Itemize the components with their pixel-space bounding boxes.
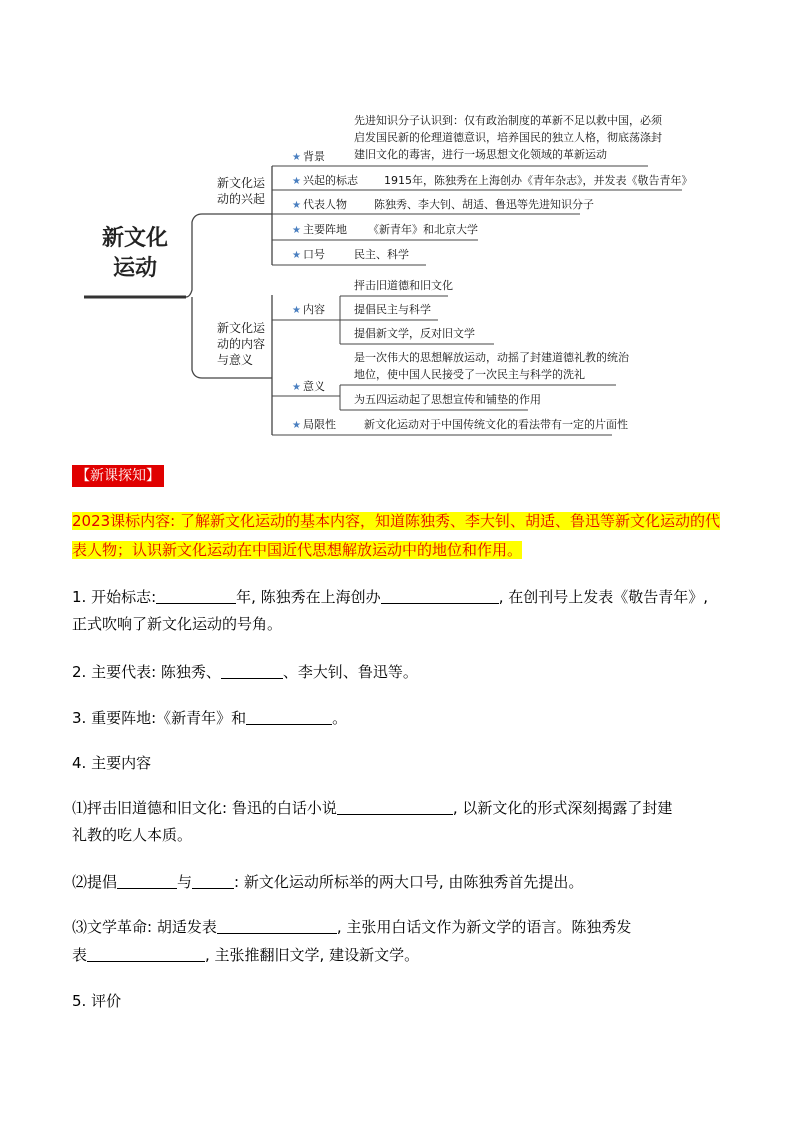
section-tag: 【新课探知】: [72, 465, 164, 487]
question-4-3-cont: 表 , 主张推翻旧文学, 建设新文学。: [72, 946, 420, 964]
question-4-3: ⑶文学革命: 胡适发表 , 主张用白话文作为新文学的语言。陈独秀发: [72, 918, 632, 936]
blank-novel[interactable]: [337, 800, 453, 815]
question-1-cont: 正式吹响了新文化运动的号角。: [72, 615, 283, 633]
significance-line: 地位，使中国人民接受了一次民主与科学的洗礼: [354, 368, 585, 381]
branch-content-significance: 新文化运 动的内容 与意义: [217, 321, 266, 367]
limitation-text: 新文化运动对于中国传统文化的看法带有一定的片面性: [364, 418, 628, 431]
question-3: 3. 重要阵地:《新青年》和 。: [72, 709, 348, 727]
label-slogan: ★ 口号: [292, 248, 325, 261]
star-icon: ★: [292, 225, 301, 236]
content-item: 提倡新文学，反对旧文学: [354, 327, 475, 340]
label-rise-mark: ★ 兴起的标志: [292, 174, 358, 187]
label-front: ★ 主要阵地: [292, 223, 347, 236]
star-icon: ★: [292, 152, 301, 163]
label-background: ★ 背景: [292, 150, 325, 163]
blank-magazine[interactable]: [381, 589, 499, 604]
curriculum-standard: 2023课标内容: 了解新文化运动的基本内容，知道陈独秀、李大钊、胡适、鲁迅等新文化运动的代表人物；认识新文化运动在中国近代思想解放运动中的地位和作用。: [72, 512, 720, 559]
blank-hushi-article[interactable]: [217, 919, 337, 934]
significance-line: 是一次伟大的思想解放运动，动摇了封建道德礼教的统治: [354, 351, 629, 364]
background-line: 启发国民新的伦理道德意识，培养国民的独立人格，彻底荡涤封: [354, 131, 662, 144]
content-item: 抨击旧道德和旧文化: [354, 279, 453, 292]
blank-slogan-2[interactable]: [192, 874, 234, 889]
mind-map: [0, 0, 794, 450]
blank-chen-article[interactable]: [87, 947, 205, 962]
slogan-text: 民主、科学: [354, 248, 409, 261]
star-icon: ★: [292, 382, 301, 393]
label-significance: ★ 意义: [292, 380, 325, 393]
question-1: 1. 开始标志: 年, 陈独秀在上海创办 , 在创刊号上发表《敬告青年》,: [72, 588, 708, 606]
background-line: 建旧文化的毒害，进行一场思想文化领域的革新运动: [354, 148, 607, 161]
front-text: 《新青年》和北京大学: [368, 223, 478, 236]
star-icon: ★: [292, 250, 301, 261]
question-4-1-cont: 礼教的吃人本质。: [72, 826, 193, 844]
rise-mark-text: 1915年，陈独秀在上海创办《青年杂志》，并发表《敬告青年》: [384, 174, 693, 187]
question-4-2: ⑵提倡 与 : 新文化运动所标举的两大口号, 由陈独秀首先提出。: [72, 873, 584, 891]
branch-rise: 新文化运 动的兴起: [217, 176, 266, 206]
blank-year[interactable]: [156, 589, 236, 604]
representatives-text: 陈独秀、李大钊、胡适、鲁迅等先进知识分子: [374, 198, 594, 211]
background-line: 先进知识分子认识到：仅有政治制度的革新不足以救中国，必须: [354, 114, 662, 127]
label-representatives: ★ 代表人物: [292, 198, 347, 211]
question-4-1: ⑴抨击旧道德和旧文化: 鲁迅的白话小说 , 以新文化的形式深刻揭露了封建: [72, 799, 673, 817]
blank-representative[interactable]: [221, 664, 283, 679]
content-item: 提倡民主与科学: [354, 303, 431, 316]
question-2: 2. 主要代表: 陈独秀、 、李大钊、鲁迅等。: [72, 663, 418, 681]
significance-line: 为五四运动起了思想宣传和铺垫的作用: [354, 393, 541, 406]
label-content: ★ 内容: [292, 303, 325, 316]
root-node: 新文化运动: [101, 226, 168, 281]
question-4: 4. 主要内容: [72, 754, 152, 772]
blank-front[interactable]: [246, 710, 332, 725]
label-limitation: ★ 局限性: [292, 418, 336, 431]
star-icon: ★: [292, 305, 301, 316]
star-icon: ★: [292, 200, 301, 211]
star-icon: ★: [292, 420, 301, 431]
question-5: 5. 评价: [72, 992, 122, 1010]
star-icon: ★: [292, 176, 301, 187]
blank-slogan-1[interactable]: [117, 874, 177, 889]
